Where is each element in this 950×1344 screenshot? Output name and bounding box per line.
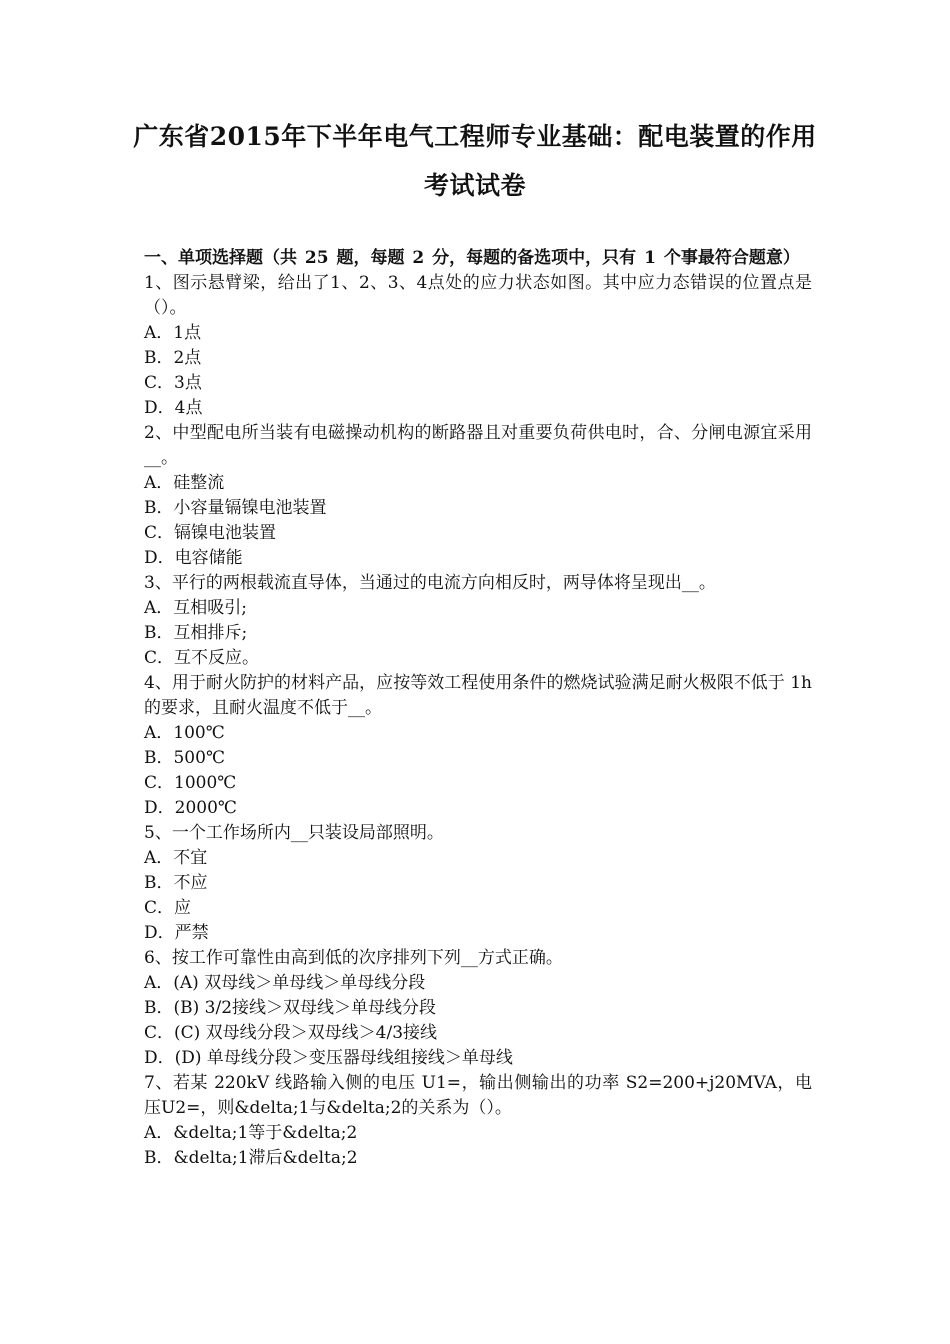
option-b: B．500℃ [144,748,225,768]
option-b: B．(B) 3/2接线＞双母线＞单母线分段 [144,998,437,1018]
question-text: 7、若某 220kV 线路输入侧的电压 U1=，输出侧输出的功率 S2=200+j20MVA，电压U2=，则&delta;1与&delta;2的关系为（）。 [144,1073,812,1118]
section-heading: 一、单项选择题（共 25 题，每题 2 分，每题的备选项中，只有 1 个事最符合题意） [144,248,800,268]
option-c: C．3点 [144,373,202,393]
question-text: 2、中型配电所当装有电磁操动机构的断路器且对重要负荷供电时，合、分闸电源宜采用__。 [144,423,812,468]
option-b: B．2点 [144,348,202,368]
option-d: D．2000℃ [144,798,237,818]
option-c: C．(C) 双母线分段＞双母线＞4/3接线 [144,1023,438,1043]
question-5 [144,821,812,946]
question-4 [144,671,812,821]
option-d: D．(D) 单母线分段＞变压器母线组接线＞单母线 [144,1048,513,1068]
option-b: B．不应 [144,873,208,893]
option-a: A．1点 [144,323,202,343]
question-text: 5、一个工作场所内__只装设局部照明。 [144,823,444,843]
question-text: 4、用于耐火防护的材料产品，应按等效工程使用条件的燃烧试验满足耐火极限不低于 1h的要求，且耐火温度不低于__。 [144,673,812,718]
option-a: A．互相吸引; [144,598,248,618]
option-a: A．100℃ [144,723,225,743]
option-c: C．互不反应。 [144,648,260,668]
option-b: B．小容量镉镍电池装置 [144,498,327,518]
document-body [144,246,812,1171]
option-c: C．应 [144,898,192,918]
question-text: 1、图示悬臂梁，给出了1、2、3、4点处的应力状态如图。其中应力态错误的位置点是（）。 [144,273,812,318]
option-b: B．&delta;1滞后&delta;2 [144,1148,358,1168]
question-7 [144,1071,812,1171]
option-d: D．4点 [144,398,203,418]
option-d: D．严禁 [144,923,209,943]
question-3 [144,571,812,671]
option-b: B．互相排斥; [144,623,248,643]
question-6 [144,946,812,1071]
option-a: A．硅整流 [144,473,225,493]
document-title: 广东省2015年下半年电气工程师专业基础：配电装置的作用考试试卷 [133,122,817,200]
option-a: A．(A) 双母线＞单母线＞单母线分段 [144,973,426,993]
option-a: A．&delta;1等于&delta;2 [144,1123,358,1143]
question-text: 3、平行的两根载流直导体，当通过的电流方向相反时，两导体将呈现出__。 [144,573,716,593]
question-1 [144,271,812,421]
question-2 [144,421,812,571]
option-a: A．不宜 [144,848,208,868]
option-d: D．电容储能 [144,548,243,568]
option-c: C．1000℃ [144,773,237,793]
option-c: C．镉镍电池装置 [144,523,277,543]
question-text: 6、按工作可靠性由高到低的次序排列下列__方式正确。 [144,948,563,968]
